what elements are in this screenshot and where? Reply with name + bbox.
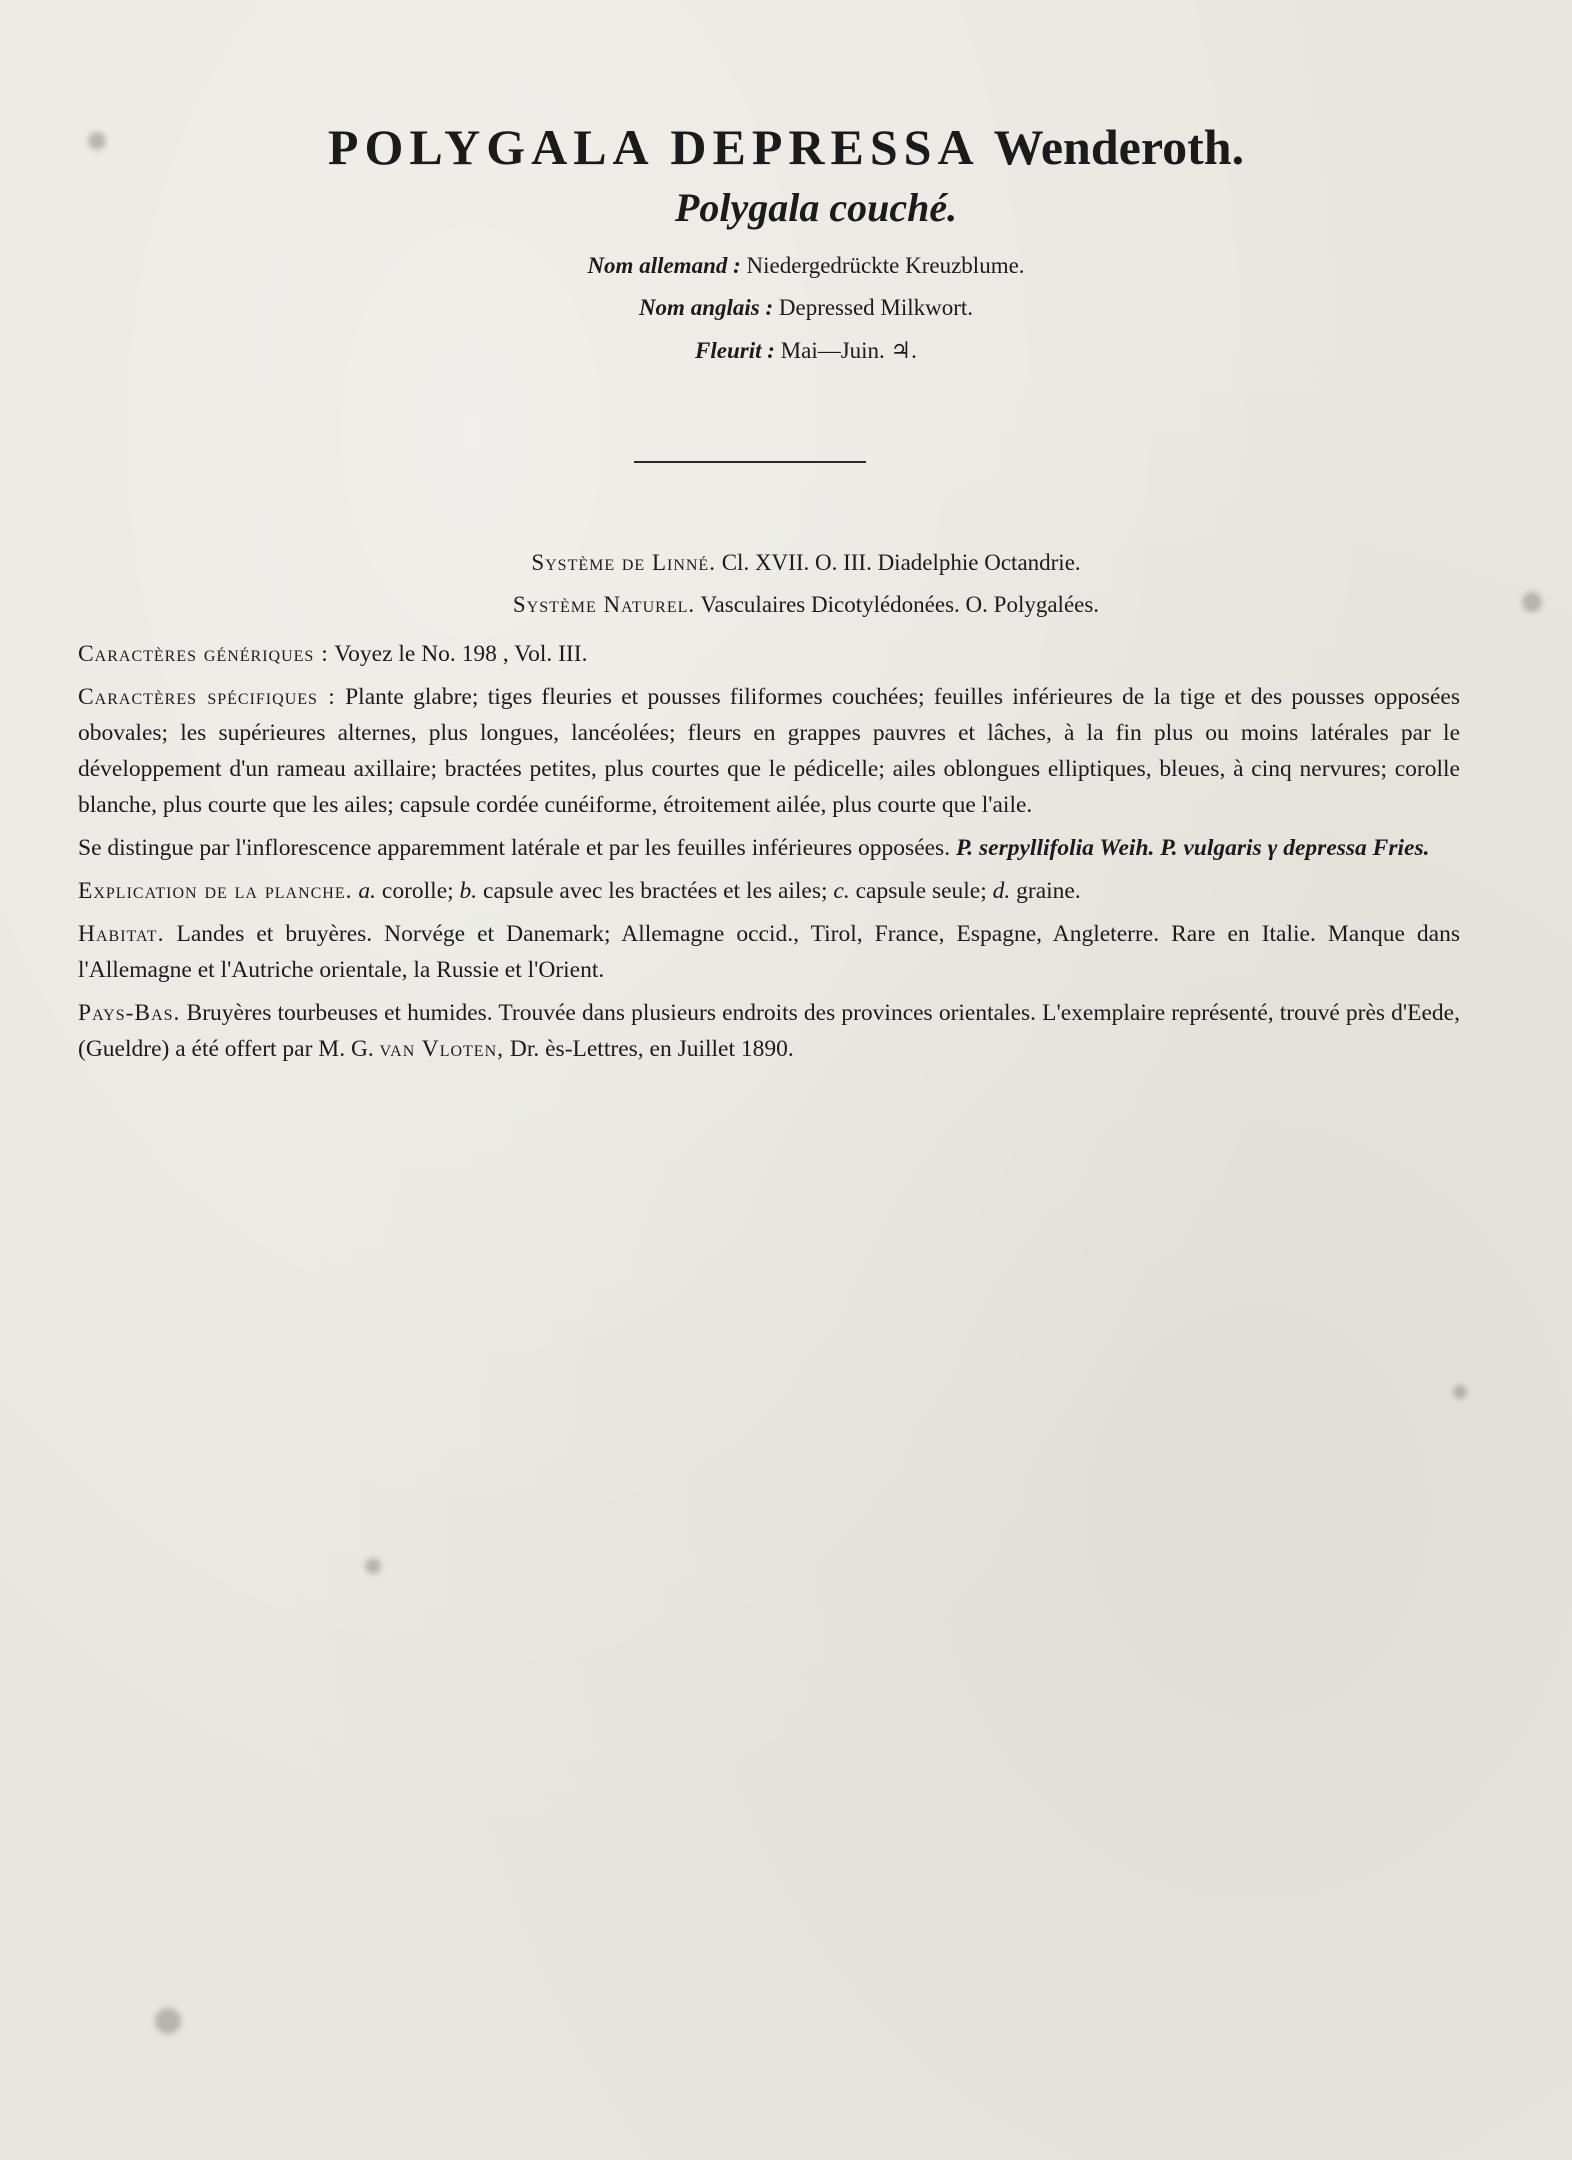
generic-characters-label: Caractères génériques : [78,641,329,667]
synonym-1: P. serpyllifolia Weih. [955,835,1155,861]
specific-characters-value: Plante glabre; tiges fleuries et pousses filiformes couchées; feuilles inférieures de la tige et des pousses opposées obovales; les supérieures alternes, plus longues, lancéolées; fleurs en grappes pauvres et lâches, à la fin plus ou moins latérales par le développement d'un rameau axillaire; bractées petites, plus courtes que le pédicelle; ailes oblongues elliptiques, bleues, à cinq nervures; corolle blanche, plus courte que les ailes; capsule cordée cunéiforme, étroitement ailée, plus courte que l'aile. [78,684,1460,818]
donor-name: van Vloten, [379,1036,504,1062]
natural-value: Vasculaires Dicotylédonées. O. Polygalées. [700,592,1100,617]
flowering-value: Mai—Juin. ♃. [780,338,917,363]
page-title [0,118,1572,176]
english-name-label: Nom anglais : [638,295,774,320]
german-name-line [20,253,1572,279]
plate-item-b-text: capsule avec les bractées et les ailes; [483,878,828,904]
flowering-line [20,338,1572,364]
generic-characters-value: Voyez le No. 198 , Vol. III. [334,641,588,667]
paper-spot [155,2008,181,2034]
distinction-paragraph [78,830,1460,866]
description-body [78,636,1460,1074]
plate-item-d-text: graine. [1016,878,1081,904]
english-name-value: Depressed Milkwort. [778,295,974,320]
plate-item-d-letter: d. [992,878,1011,904]
linne-label: Système de Linné. [531,550,716,575]
plate-item-a-letter: a. [358,878,377,904]
linne-system-line [20,550,1572,576]
natural-label: Système Naturel. [512,592,696,617]
netherlands-value-1: Bruyères tourbeuses et humides. Trouvée dans plusieurs endroits des provinces orientales. L'exemplaire représenté, trouvé près d'Eede, (Gueldre) a été offert par M. G. [78,1000,1460,1062]
specific-characters-paragraph [78,679,1460,823]
german-name-label: Nom allemand : [587,253,741,278]
synonym-2: P. vulgaris γ depressa Fries. [1160,835,1430,861]
section-divider [634,461,866,463]
distinction-text: Se distingue par l'inflorescence apparemment latérale et par les feuilles inférieures opposées. [78,835,951,861]
plate-item-c-letter: c. [833,878,850,904]
linne-value: Cl. XVII. O. III. Diadelphie Octandrie. [721,550,1081,575]
paper-spot [365,1558,381,1574]
specific-characters-label: Caractères spécifiques : [78,684,336,710]
netherlands-paragraph [78,995,1460,1067]
flowering-label: Fleurit : [695,338,775,363]
species-name: POLYGALA DEPRESSA [327,119,980,175]
plate-explanation-paragraph [78,873,1460,909]
netherlands-label: Pays-Bas. [78,1000,181,1026]
common-name: Polygala couché. [674,185,958,230]
generic-characters-paragraph [78,636,1460,672]
natural-system-line [20,592,1572,618]
habitat-label: Habitat. [78,921,165,947]
habitat-value: Landes et bruyères. Norvége et Danemark; Allemagne occid., Tirol, France, Espagne, Angleterre. Rare en Italie. Manque dans l'Allemagne et l'Autriche orientale, la Russie et l'Orient. [78,921,1460,983]
english-name-line [20,295,1572,321]
plate-item-a-text: corolle; [381,878,454,904]
habitat-paragraph [78,916,1460,988]
netherlands-value-2: Dr. ès-Lettres, en Juillet 1890. [509,1036,794,1062]
plate-explanation-label: Explication de la planche. [78,878,353,904]
plate-item-b-letter: b. [459,878,478,904]
paper-spot [1453,1385,1467,1399]
species-author: Wenderoth. [993,119,1245,175]
german-name-value: Niedergedrückte Kreuzblume. [746,253,1025,278]
plate-item-c-text: capsule seule; [855,878,987,904]
